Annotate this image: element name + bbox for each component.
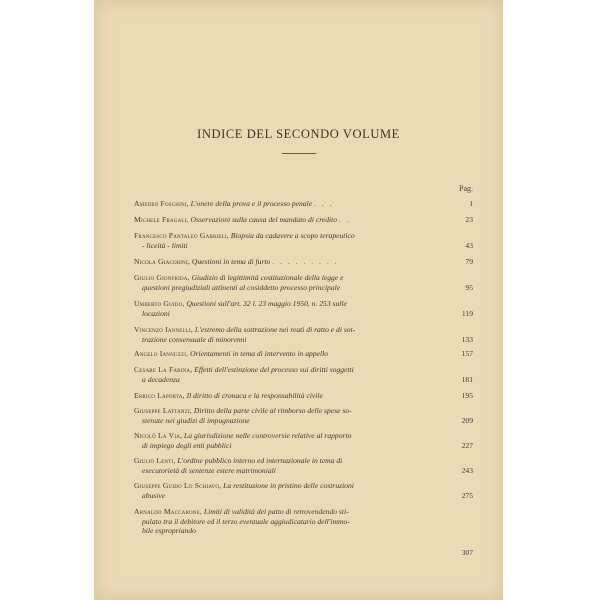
title-rule: [282, 153, 316, 154]
entry-title: Limiti di validità del patto di retrovendendo sti-: [203, 507, 349, 516]
entry-title: Effetti dell'estinzione del processo sui diritti soggetti: [194, 365, 354, 374]
entry-title-continuation: - liceità - limiti: [142, 240, 188, 250]
entry-page-number: 307: [461, 548, 473, 557]
entry-author: Giuseppe Lattanzi,: [134, 406, 192, 415]
entry-author: Amedeo Foschini,: [134, 199, 189, 208]
entry-page-number: 133: [461, 335, 473, 344]
entry-page-number: 1: [469, 199, 473, 208]
entry-author: Nicolò La Via,: [134, 431, 183, 440]
entry-page-number: 209: [461, 416, 473, 425]
entry-author: Giulio Gionfrida,: [134, 273, 190, 282]
index-entry: [134, 299, 429, 318]
index-entry: [134, 231, 429, 250]
entry-author: Umberto Guido,: [134, 299, 185, 308]
entry-title-continuation: a decadenza: [142, 374, 180, 384]
entry-title: Biopsia da cadavere a scopo terapeutico: [230, 231, 355, 240]
index-entry: [134, 273, 429, 292]
index-entry: [134, 406, 429, 425]
entry-page-number: 181: [461, 375, 473, 384]
index-entry: [134, 349, 429, 359]
leader-dots: . .: [338, 215, 351, 224]
entry-title: Diritto della parte civile al rimborso delle spese so-: [193, 406, 352, 415]
index-entry: [134, 325, 429, 344]
entry-page-number: 79: [465, 257, 473, 266]
index-entry: [134, 431, 429, 450]
leader-dots: . . .: [314, 199, 334, 208]
entry-page-number: 157: [461, 349, 473, 358]
entry-page-number: 275: [461, 491, 473, 500]
entry-title-continuation: di impiego degli enti pubblici: [142, 440, 232, 450]
entry-author: Giulio Lenti,: [134, 456, 176, 465]
entry-author: Angelo Iannuzzi,: [134, 349, 189, 358]
entry-page-number: 195: [461, 391, 473, 400]
entry-page-number: 227: [461, 441, 473, 450]
index-entry: [134, 257, 429, 267]
page-column-label: Pag.: [459, 184, 473, 193]
index-entry: [134, 481, 429, 500]
entry-title-continuation: stenute nei giudizi di impugnazione: [142, 415, 250, 425]
index-entry: [134, 507, 429, 536]
index-entry: [134, 456, 429, 475]
entry-author: Giuseppe Guido Lo Schiavo,: [134, 481, 222, 490]
entry-title: L'ordine pubblico interno ed internazionale in tema di: [177, 456, 343, 465]
entry-author: Cesare La Farina,: [134, 365, 193, 374]
entry-page-number: 23: [465, 215, 473, 224]
entry-author: Errico Laporta,: [134, 391, 185, 400]
entry-title: Orientamenti in tema di intervento in appello: [190, 349, 329, 358]
entry-page-number: 95: [465, 283, 473, 292]
entry-title: Questioni sull'art. 32 l. 23 maggio 1950, n. 253 sulle: [186, 299, 347, 308]
entry-author: Michele Fragali,: [134, 215, 189, 224]
entry-title-continuation: esecutorietà di sentenze estere matrimoniali: [142, 465, 276, 475]
entry-page-number: 43: [465, 241, 473, 250]
book-page: [94, 0, 503, 600]
entry-title: Il diritto di cronaca e la responsabilità civile: [186, 391, 323, 400]
entry-title: L'onere della prova e il processo penale: [190, 199, 313, 208]
index-entry: [134, 199, 429, 209]
index-entry: [134, 365, 429, 384]
entry-author: Nicola Giacobini,: [134, 257, 190, 266]
entry-title-continuation: bile espropriando: [142, 526, 196, 536]
entry-title-continuation: locazioni: [142, 308, 170, 318]
entry-title-continuation: questioni pregiudiziali attinenti al cosiddetto processo principale: [142, 282, 341, 292]
index-entry: [134, 391, 429, 401]
entry-author: Vincenzo Iannelli,: [134, 325, 194, 334]
entry-title: Questioni in tema di furto: [191, 257, 271, 266]
entry-page-number: 243: [461, 466, 473, 475]
page-title: INDICE DEL SECONDO VOLUME: [197, 127, 400, 141]
leader-dots: . . . . . . . . .: [272, 257, 339, 266]
entry-title-continuation: pulato tra il debitore ed il terzo eventuale aggiudicatario dell'immo-: [142, 516, 350, 526]
entry-title: La restituzione in pristino delle costruzioni: [223, 481, 354, 490]
entry-author: Francesco Pantaleo Gabrieli,: [134, 231, 229, 240]
entry-title: L'estremo della sottrazione nei reati di ratto e di sot-: [194, 325, 356, 334]
entry-title: Giudizio di legittimità costituzionale della legge e: [191, 273, 344, 282]
entry-title: La giurisdizione nelle controversie relative al rapporto: [184, 431, 352, 440]
entry-page-number: 119: [461, 309, 473, 318]
index-entry: [134, 215, 429, 225]
entry-author: Arnaldo Maccarone,: [134, 507, 202, 516]
entry-title-continuation: abusive: [142, 490, 166, 500]
entry-title-continuation: trazione consensuale di minorenni: [142, 334, 247, 344]
entry-title: Osservazioni sulla causa del mandato di credito: [190, 215, 338, 224]
